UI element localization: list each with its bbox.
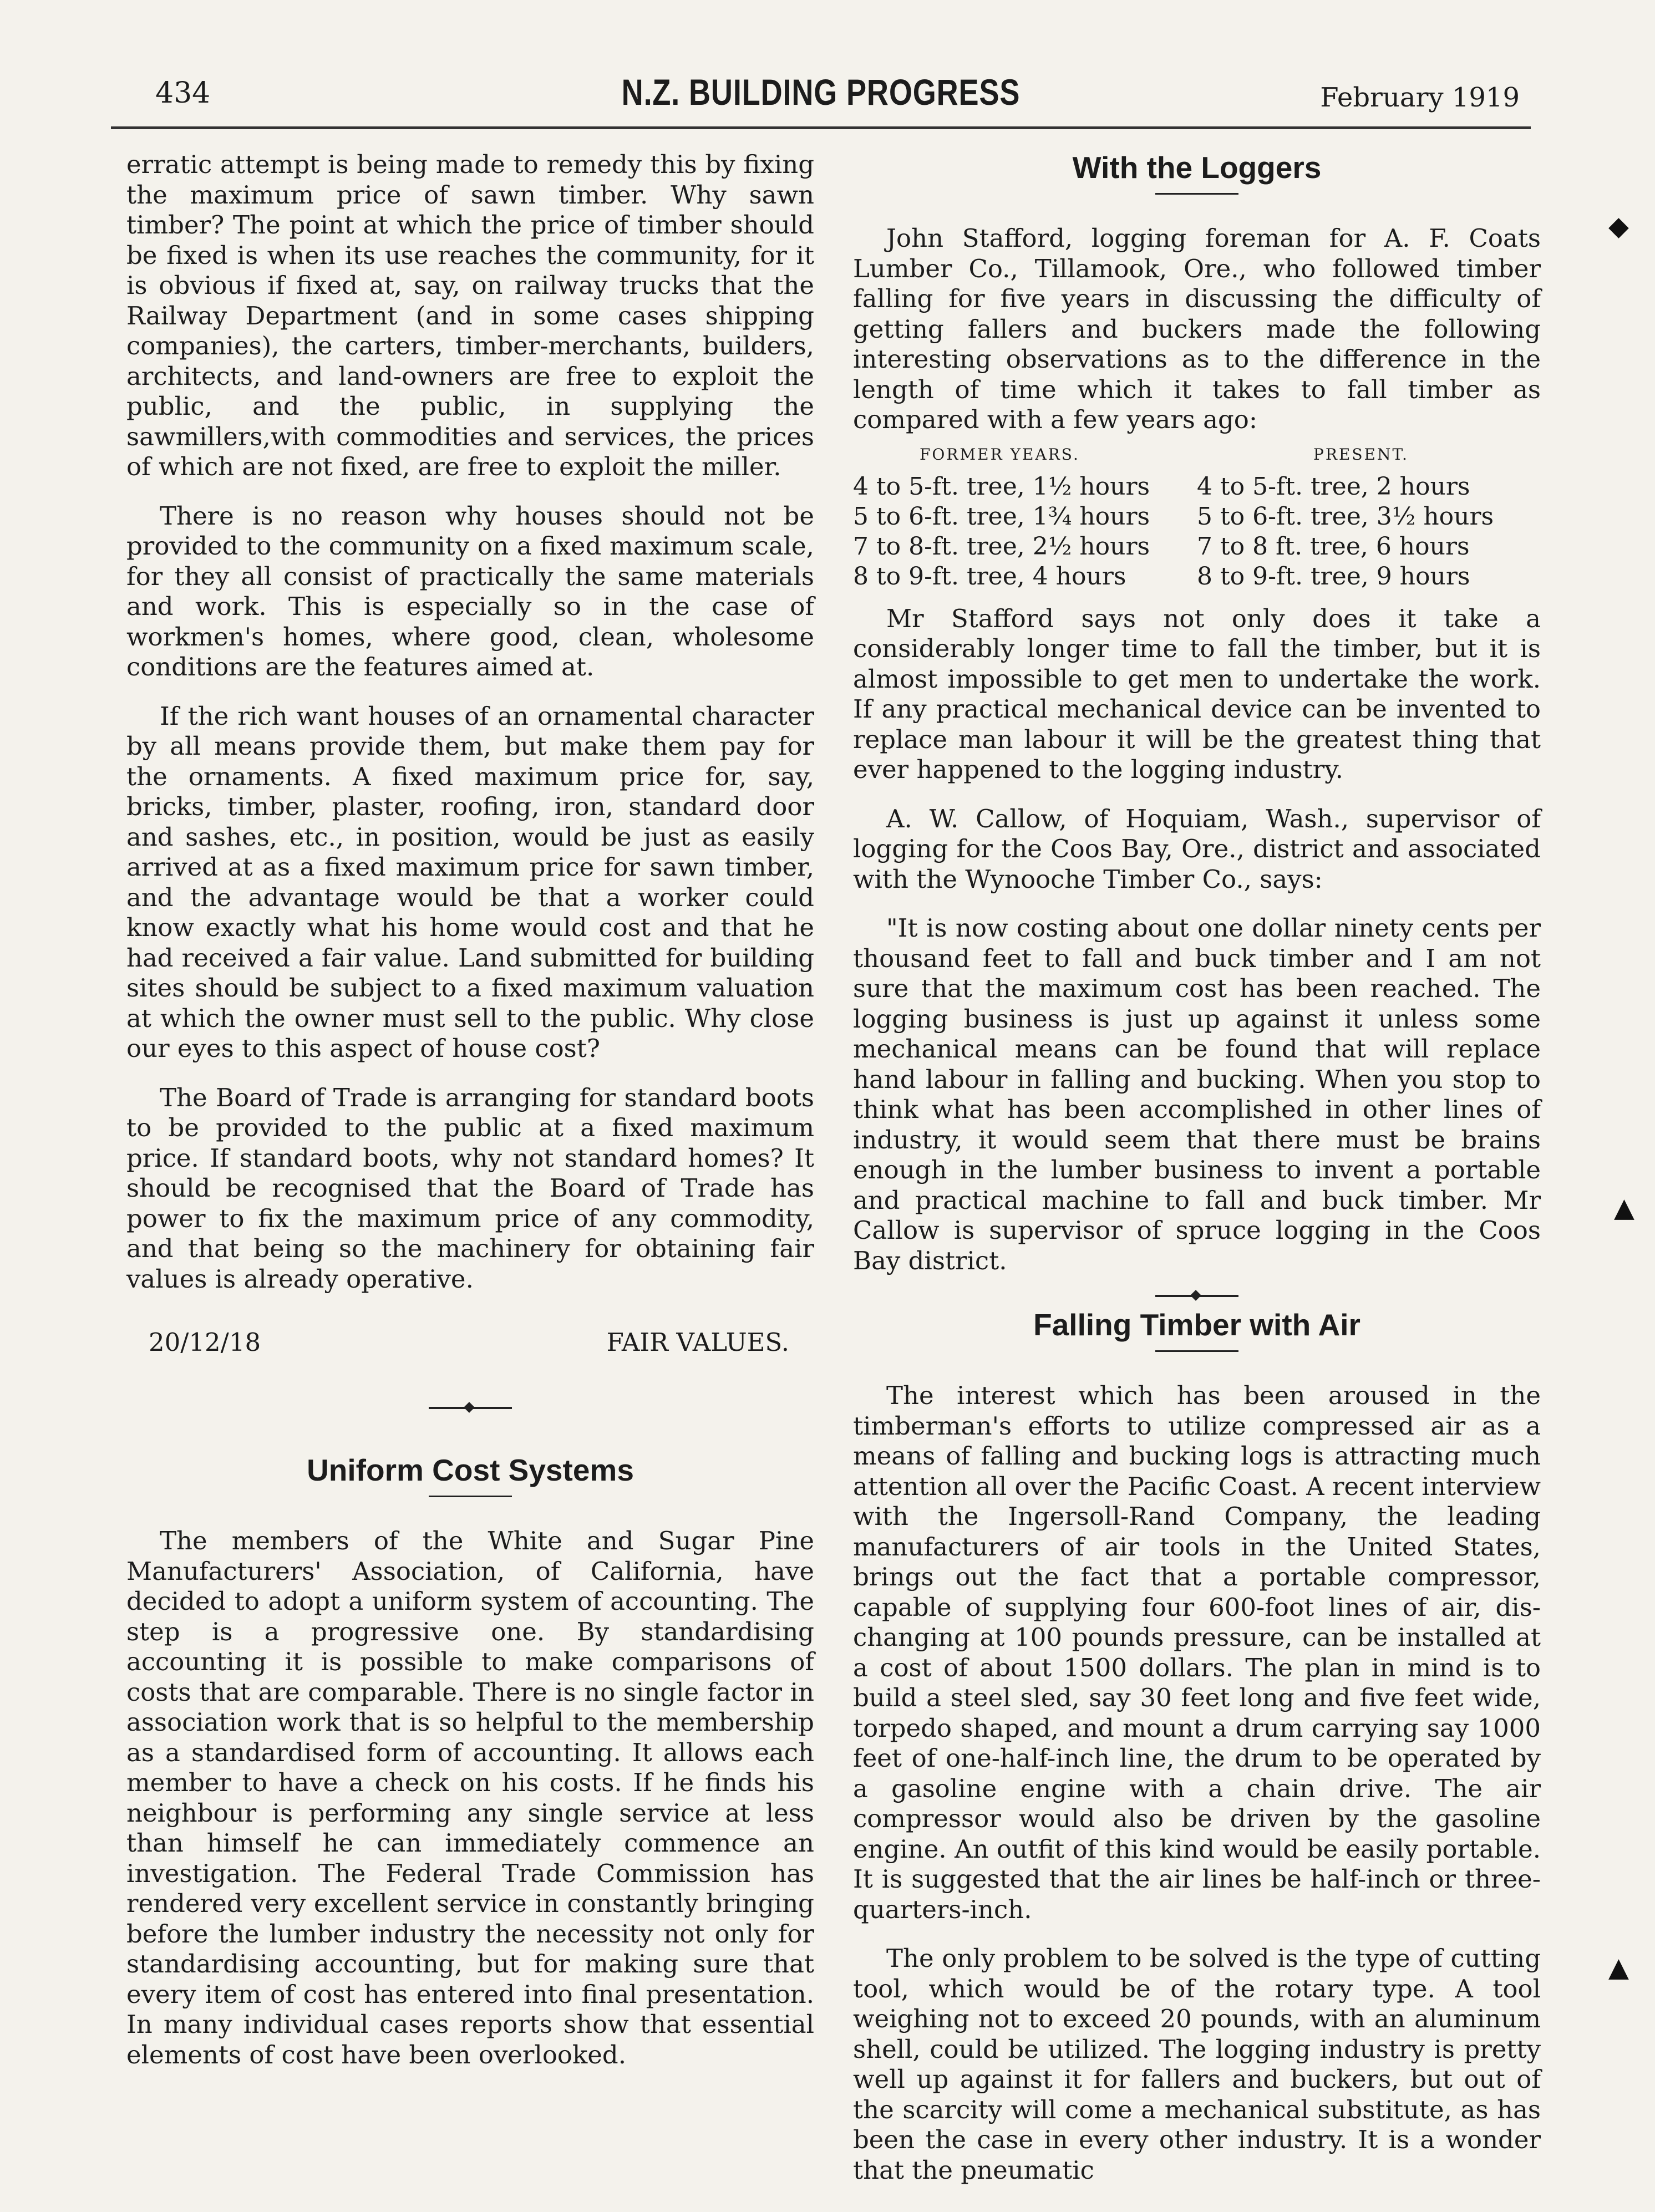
right-column	[853, 150, 1541, 2204]
paragraph: The only problem to be solved is the type of cutting tool, which would be of the rotary type. A tool weighing not to exceed 20 pounds, with an aluminum shell, could be utilized. The logging industry is pretty well up against it for fallers and buckers, but out of the scarcity will come a mechanical substitute, as has been the case in every other industry. It is a wonder that the pneumatic	[853, 1944, 1541, 2185]
section-heading: Uniform Cost Systems	[307, 1453, 634, 1487]
column-header-former: FORMER YEARS.	[920, 445, 1080, 464]
heading-underline	[429, 1496, 512, 1497]
publication-title: N.Z. BUILDING PROGRESS	[621, 72, 1021, 113]
felling-time-table	[853, 440, 1541, 592]
paragraph: The Board of Trade is arranging for standard boots to be provided to the public at a fixed maximum price. If standard boots, why not standard homes? It should be recognised that the Board of Trade has power to fix the maximum price of any commodity, and that being so the machinery for obtaining fair values is already operative.	[126, 1082, 814, 1294]
table-row	[853, 562, 1541, 592]
table-row	[853, 502, 1541, 532]
table-row	[853, 532, 1541, 562]
table-cell: 8 to 9-ft. tree, 4 hours	[853, 562, 1126, 591]
page-header	[111, 71, 1531, 129]
margin-mark: ◆	[1608, 211, 1629, 242]
section-heading: Falling Timber with Air	[1033, 1308, 1360, 1342]
paragraph: John Stafford, logging foreman for A. F. Coats Lumber Co., Tillamook, Ore., who followed timber falling for five years in discussing the difficulty of getting fallers and buckers made the following interesting observations as to the difference in the length of time which it takes to fall timber as compared with a few years ago:	[853, 223, 1541, 434]
paragraph: "It is now costing about one dollar ninety cents per thousand feet to fall and buck timber and I am not sure that the maximum cost has been reached. The logging business is just up against it unless some mechanical means can be found that will replace hand labour in falling and bucking. When you stop to think what has been accomplished in other lines of industry, it would seem that there must be brains enough in the lumber business to invent a portable and practical machine to fall and buck timber. Mr Callow is supervisor of spruce logging in the Coos Bay district.	[853, 913, 1541, 1275]
signature-name: FAIR VALUES.	[606, 1328, 789, 1357]
table-cell: 5 to 6-ft. tree, 3½ hours	[1197, 502, 1494, 531]
heading-underline	[1155, 193, 1238, 195]
paragraph: Mr Stafford says not only does it take a considerably longer time to fall the timber, but it is almost impossible to get men to undertake the work. If any practical mechanical device can be invented to replace man labour it will be the greatest thing that ever happened to the logging industry.	[853, 603, 1541, 784]
paragraph: erratic attempt is being made to remedy this by fixing the maximum price of sawn timber. Why sawn timber? The point at which the price of timber should be fixed is when its use reaches the community, for it is obvious if fixed at, say, on railway trucks that the Railway Department (and in some cases shipping companies), the carters, timber-merchants, builders, architects, and land-owners are free to exploit the public, and the public, in supplying the sawmillers,with commodities and services, the prices of which are not fixed, are free to exploit the miller.	[126, 150, 814, 481]
paragraph: The members of the White and Sugar Pine Manufacturers' Association, of California, have decided to adopt a uniform system of accounting. The step is a progressive one. By standardising accounting it is possible to make comparisons of costs that are comparable. There is no single factor in association work that is so helpful to the membership as a standardised form of accounting. It allows each member to have a check on his costs. If he finds his neighbour is performing any single service at less than himself he can immediately commence an investigation. The Federal Trade Commission has rendered very excellent service in constantly bringing before the lumber industry the necessity not only for standardising accounting, but for making sure that every item of cost has entered into final presentation. In many individual cases reports show that essential elements of cost have been overlooked.	[126, 1526, 814, 2069]
table-cell: 4 to 5-ft. tree, 1½ hours	[853, 472, 1150, 501]
page-number: 434	[155, 77, 211, 110]
heading-underline	[1155, 1350, 1238, 1352]
section-divider	[429, 1407, 512, 1409]
table-row	[853, 472, 1541, 502]
paragraph: The interest which has been aroused in the timberman's efforts to utilize compressed air as a means of falling and bucking logs is attracting much attention all over the Pacific Coast. A recent interview with the Ingersoll-Rand Company, the leading manufacturers of air tools in the United States, brings out the fact that a portable compressor, capable of supplying four 600-foot lines of air, dis-changing at 100 pounds pressure, can be installed at a cost of about 1500 dollars. The plan in mind is to build a steel sled, say 30 feet long and five feet wide, torpedo shaped, and mount a drum carrying say 1000 feet of one-half-inch line, the drum to be operated by a gasoline engine with a chain drive. The air compressor would also be driven by the gasoline engine. An outfit of this kind would be easily portable. It is suggested that the air lines be half-inch or three-quarters-inch.	[853, 1381, 1541, 1924]
table-cell: 5 to 6-ft. tree, 1¾ hours	[853, 502, 1150, 531]
table-cell: 7 to 8 ft. tree, 6 hours	[1197, 532, 1470, 561]
table-header	[853, 440, 1541, 470]
paragraph: If the rich want houses of an ornamental character by all means provide them, but make them pay for the ornaments. A fixed maximum price for, say, bricks, timber, plaster, roofing, iron, standard door and sashes, etc., in position, would be just as easily arrived at as a fixed maximum price for sawn timber, and the advantage would be that a worker could know exactly what his home would cost and that he had received a fair value. Land submitted for building sites should be subject to a fixed maximum valuation at which the owner must sell to the public. Why close our eyes to this aspect of house cost?	[126, 701, 814, 1063]
margin-mark: ▲	[1608, 1952, 1629, 1983]
margin-mark: ▲	[1614, 1192, 1634, 1223]
column-header-present: PRESENT.	[1313, 445, 1409, 464]
paragraph: There is no reason why houses should not be provided to the community on a fixed maximum scale, for they all consist of practically the same materials and work. This is especially so in the case of workmen's homes, where good, clean, wholesome conditions are the features aimed at.	[126, 501, 814, 682]
issue-date: February 1919	[1320, 82, 1520, 113]
signature-date: 20/12/18	[149, 1328, 261, 1357]
table-cell: 7 to 8-ft. tree, 2½ hours	[853, 532, 1150, 561]
section-heading: With the Loggers	[1072, 150, 1322, 185]
section-divider	[1155, 1295, 1238, 1297]
left-column	[126, 150, 814, 2089]
table-cell: 4 to 5-ft. tree, 2 hours	[1197, 472, 1470, 501]
paragraph: A. W. Callow, of Hoquiam, Wash., supervisor of logging for the Coos Bay, Ore., district and associated with the Wynooche Timber Co., says:	[853, 804, 1541, 894]
table-cell: 8 to 9-ft. tree, 9 hours	[1197, 562, 1470, 591]
letter-signature	[149, 1328, 789, 1357]
